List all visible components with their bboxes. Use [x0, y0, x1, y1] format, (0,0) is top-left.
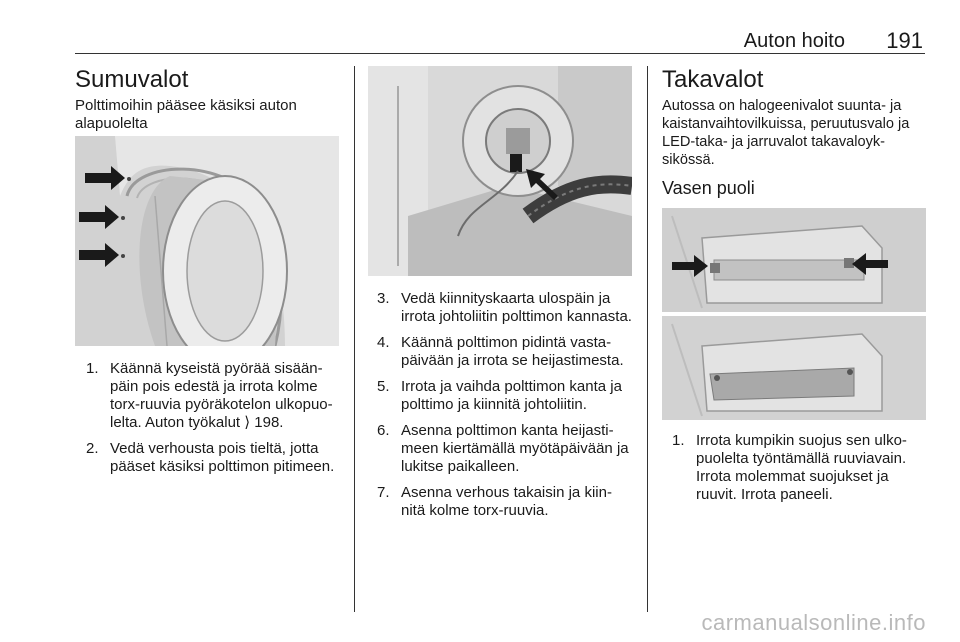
arrow-icon-group-left — [75, 136, 155, 276]
bulb-holder-illustration — [368, 66, 632, 276]
step-item — [86, 360, 342, 432]
step-number: 2. — [86, 440, 99, 457]
step-number: 1. — [672, 432, 685, 449]
step-number: 4. — [377, 334, 390, 351]
step-text: Asenna verhous takaisin ja kiin-nitä kolme torx-ruuvia. — [401, 484, 612, 519]
step-text: Asenna polttimon kanta heijasti-meen kiertämällä myötäpäivään ja lukitse paikalleen. — [401, 422, 629, 475]
arrow-icon — [852, 253, 888, 275]
arrow-icon — [79, 243, 119, 267]
fog-lights-intro: Polttimoihin pääsee käsiksi auton alapuolelta — [75, 97, 297, 132]
step-number: 6. — [377, 422, 390, 439]
section-heading-rear-lights: Takavalot — [662, 66, 764, 93]
page-header — [75, 24, 925, 52]
step-text: Käännä polttimon pidintä vasta-päivään ja irrota se heijastimesta. — [401, 334, 624, 369]
step-item — [377, 334, 635, 370]
header-rule — [75, 53, 925, 54]
step-item — [377, 290, 635, 326]
step-number: 3. — [377, 290, 390, 307]
section-heading-fog-lights: Sumuvalot — [75, 66, 189, 93]
step-number: 7. — [377, 484, 390, 501]
arrow-icon — [85, 166, 125, 190]
left-steps-list — [86, 360, 342, 484]
step-item — [86, 440, 342, 476]
step-item — [377, 378, 635, 414]
arrow-icon-group-right — [662, 250, 926, 280]
step-text: Irrota kumpikin suojus sen ulko-puolelta työntämällä ruuviavain. Irrota molemmat suojukset ja ruuvit. Irrota paneeli. — [696, 432, 907, 503]
step-number: 1. — [86, 360, 99, 377]
step-text: Irrota ja vaihda polttimon kanta ja polttimo ja kiinnitä johtoliitin. — [401, 378, 622, 413]
column-divider-right — [647, 66, 648, 612]
rear-panel-illustration-bottom — [662, 316, 926, 420]
rear-lights-intro: Autossa on halogeenivalot suunta- ja kaistanvaihtovilkuissa, peruutusvalo ja LED-taka- ja jarruvalot takavaloyk-sikössä. — [662, 98, 910, 168]
step-text: Käännä kyseistä pyörää sisään-päin pois edestä ja irrota kolme torx-ruuvia pyöräkotelon ulkopuo-lelta. Auton työkalut ⟩ 198. — [110, 360, 333, 431]
step-text: Vedä verhousta pois tieltä, jotta pääset käsiksi polttimon pitimeen. — [110, 440, 335, 475]
middle-steps-list — [377, 290, 635, 528]
column-divider-left — [354, 66, 355, 612]
subheading-left-side: Vasen puoli — [662, 178, 755, 198]
step-text: Vedä kiinnityskaarta ulospäin ja irrota johtoliitin polttimon kannasta. — [401, 290, 632, 325]
right-steps-list — [672, 432, 930, 512]
step-number: 5. — [377, 378, 390, 395]
arrow-icon — [672, 255, 708, 277]
step-item — [377, 422, 635, 476]
page-number: 191 — [886, 28, 923, 53]
step-item — [672, 432, 930, 504]
arrow-icon — [79, 205, 119, 229]
arrow-icon — [526, 169, 558, 200]
watermark: carmanualsonline.info — [701, 610, 926, 635]
step-item — [377, 484, 635, 520]
chapter-title: Auton hoito — [743, 30, 845, 52]
arrow-icon-group-middle — [518, 162, 568, 207]
